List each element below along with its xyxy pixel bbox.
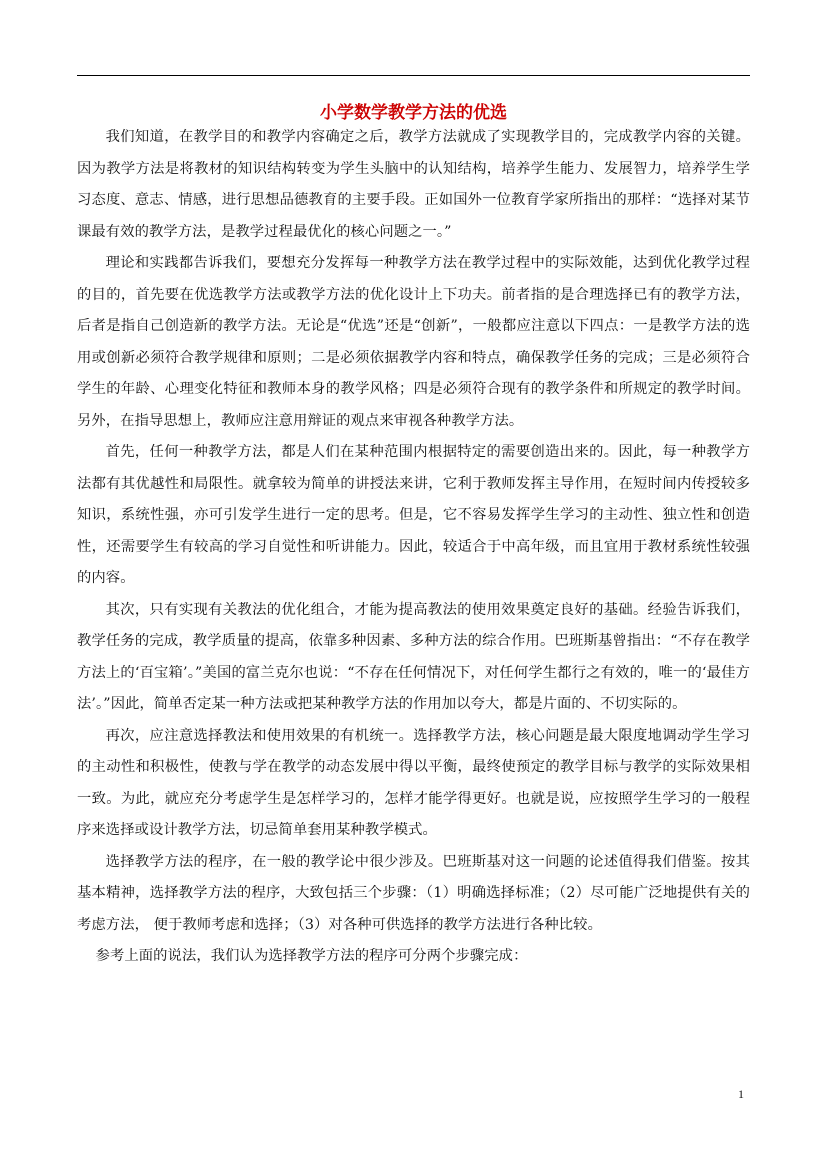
paragraph-6: 选择教学方法的程序，在一般的教学论中很少涉及。巴班斯基对这一问题的论述值得我们借鉴。按其基本精神，选择教学方法的程序，大致包括三个步骤：（1）明确选择标准；（2）尽可能广泛地提供有关的考虑方法， 便于教师考虑和选择；（3）对各种可供选择的教学方法进行各种比较。 bbox=[77, 853, 750, 933]
paragraph-1: 我们知道，在教学目的和教学内容确定之后，教学方法就成了实现教学目的，完成教学内容的关键。因为教学方法是将教材的知识结构转变为学生头脑中的认知结构，培养学生能力、发展智力，培养学生学习态度、意志、情感，进行思想品德教育的主要手段。正如国外一位教育学家所指出的那样：“选择对某节课最有效的教学方法，是教学过程最优化的核心问题之一。” bbox=[77, 129, 750, 240]
page-number: 1 bbox=[738, 1087, 744, 1101]
paragraph-5: 再次，应注意选择教法和使用效果的有机统一。选择教学方法，核心问题是最大限度地调动学生学习的主动性和积极性，使教与学在教学的动态发展中得以平衡，最终使预定的教学目标与教学的实际效果相一致。为此，就应充分考虑学生是怎样学习的，怎样才能学得更好。也就是说，应按照学生学习的一般程序来选择或设计教学方法，切忌简单套用某种教学模式。 bbox=[77, 727, 750, 838]
document-title: 小学数学教学方法的优选 bbox=[320, 103, 507, 124]
paragraph-4: 其次，只有实现有关教法的优化组合，才能为提高教法的使用效果奠定良好的基础。经验告诉我们，教学任务的完成，教学质量的提高，依靠多种因素、多种方法的综合作用。巴班斯基曾指出：“不存在教学方法上的‘百宝箱’。”美国的富兰克尔也说：“不存在任何情况下，对任何学生都行之有效的，唯一的‘最佳方法’。”因此，简单否定某一种方法或把某种教学方法的作用加以夸大，都是片面的、不切实际的。 bbox=[77, 601, 750, 712]
header-rule bbox=[77, 75, 750, 76]
paragraph-7: 参考上面的说法，我们认为选择教学方法的程序可分两个步骤完成： bbox=[95, 948, 528, 964]
paragraph-3: 首先，任何一种教学方法，都是人们在某种范围内根据特定的需要创造出来的。因此，每一种教学方法都有其优越性和局限性。就拿较为简单的讲授法来讲，它利于教师发挥主导作用，在短时间内传授较多知识，系统性强，亦可引发学生进行一定的思考。但是，它不容易发挥学生学习的主动性、独立性和创造性，还需要学生有较高的学习自觉性和听讲能力。因此，较适合于中高年级，而且宜用于教材系统性较强的内容。 bbox=[77, 444, 750, 586]
document-body bbox=[77, 122, 750, 973]
paragraph-2: 理论和实践都告诉我们，要想充分发挥每一种教学方法在教学过程中的实际效能，达到优化教学过程的目的，首先要在优选教学方法或教学方法的优化设计上下功夫。前者指的是合理选择已有的教学方法，后者是指自己创造新的教学方法。无论是“优选”还是“创新”，一般都应注意以下四点：一是教学方法的选用或创新必须符合教学规律和原则；二是必须依据教学内容和特点，确保教学任务的完成；三是必须符合学生的年龄、心理变化特征和教师本身的教学风格；四是必须符合现有的教学条件和所规定的教学时间。另外，在指导思想上，教师应注意用辩证的观点来审视各种教学方法。 bbox=[77, 255, 750, 429]
